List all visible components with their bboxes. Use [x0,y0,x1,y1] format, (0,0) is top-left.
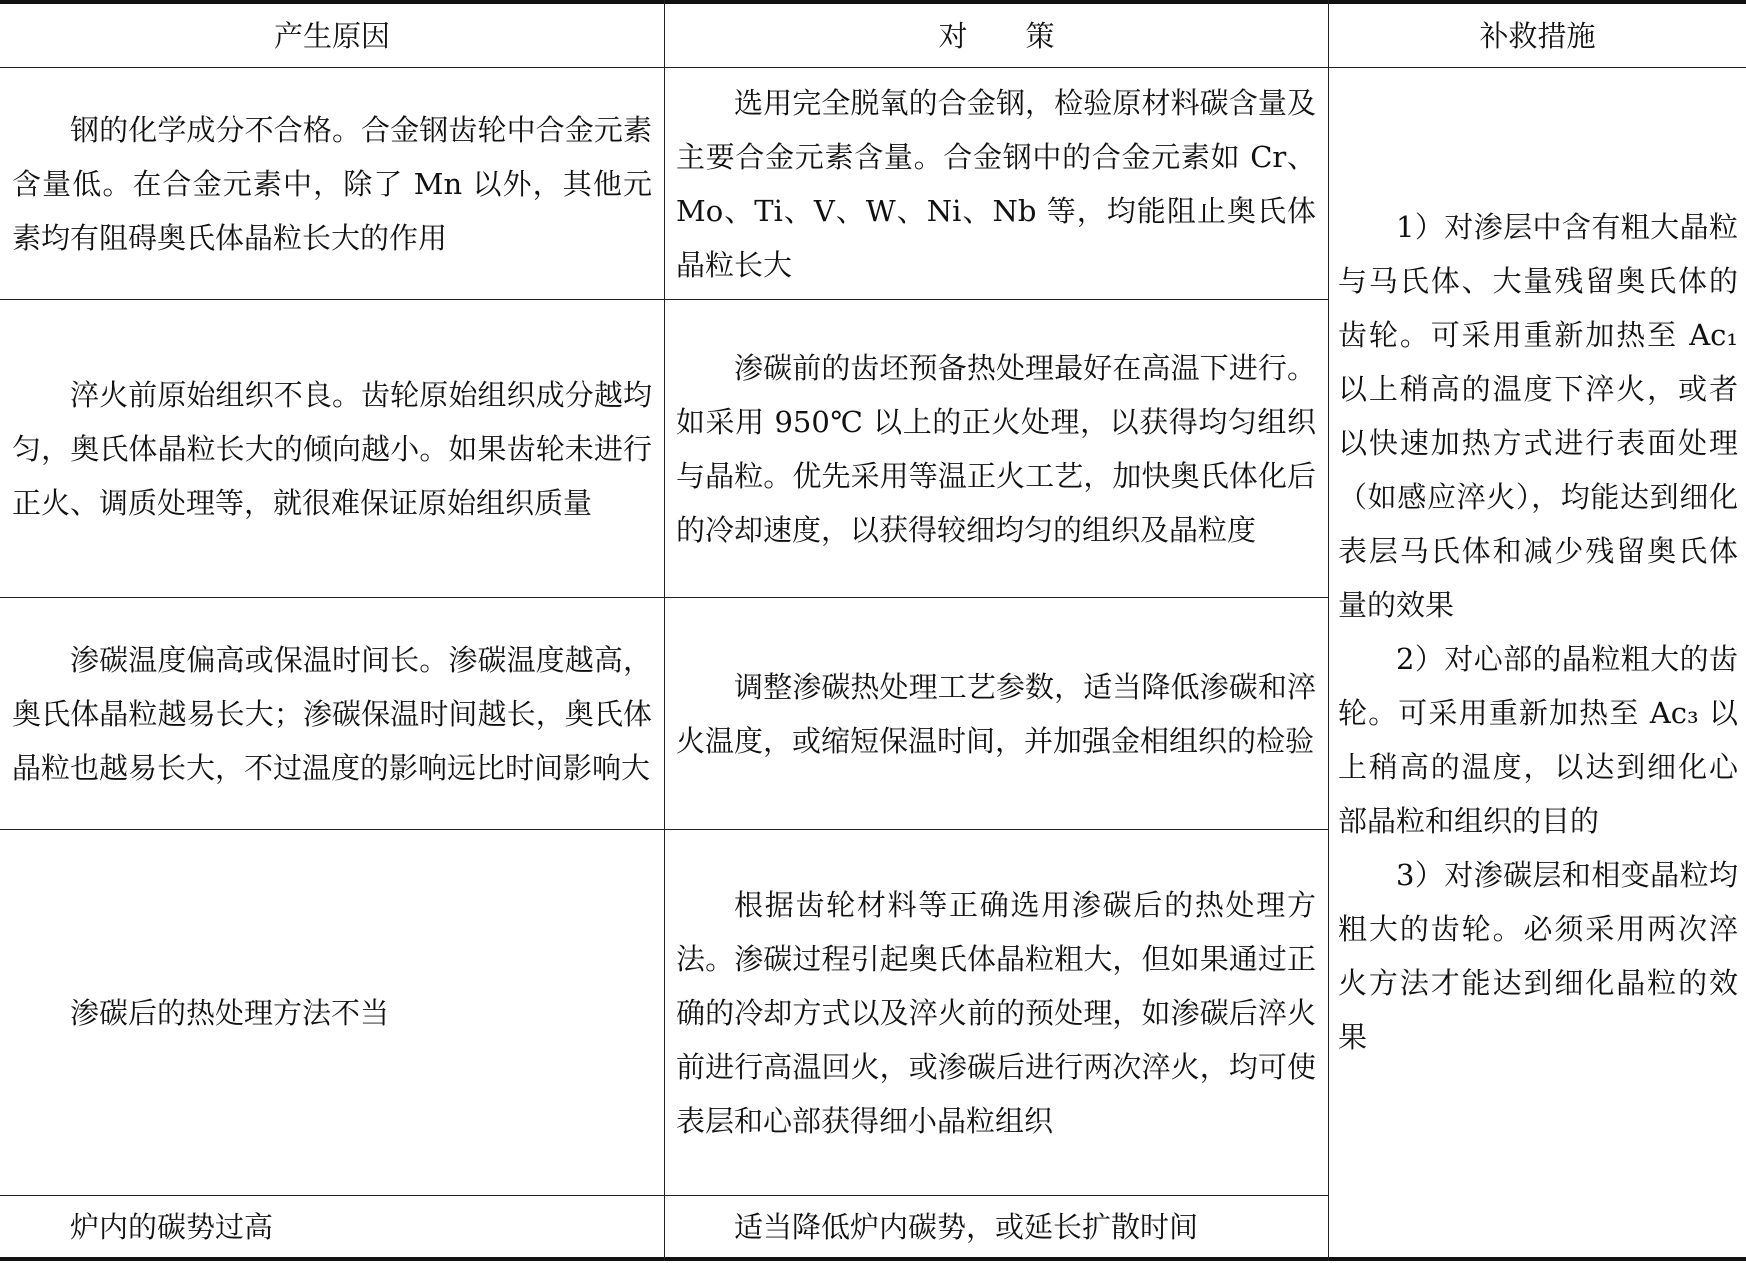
table-row-2-measure [676,300,1316,597]
table-bottom-rule [0,1257,1746,1261]
remedy-item-3: 3）对渗碳层和相变晶粒均粗大的齿轮。必须采用两次淬火方法才能达到细化晶粒的效果 [1338,857,1738,1054]
header-remedy-label: 补救措施 [1479,18,1596,53]
table-row-5-cause [12,1196,652,1257]
cell-text: 调整渗碳热处理工艺参数，适当降低渗碳和淬火温度，或缩短保温时间，并加强金相组织的检验 [676,669,1316,758]
table-row-1-measure [676,68,1316,299]
cell-text: 根据齿轮材料等正确选用渗碳后的热处理方法。渗碳过程引起奥氏体晶粒粗大，但如果通过正确的冷却方式以及淬火前的预处理，如渗碳后淬火前进行高温回火，或渗碳后进行两次淬火，均可使表层和心部获得细小晶粒组织 [676,887,1316,1138]
cell-text: 渗碳后的热处理方法不当 [70,995,390,1030]
cell-text: 适当降低炉内碳势，或延长扩散时间 [734,1209,1199,1244]
cell-text: 钢的化学成分不合格。合金钢齿轮中合金元素含量低。在合金元素中，除了 Mn 以外，其他元素均有阻碍奥氏体晶粒长大的作用 [12,112,652,255]
table-row-5-measure [676,1196,1316,1257]
header-measure-label: 对 策 [938,18,1055,53]
header-measure [665,4,1328,67]
remedy-item-1: 1）对渗层中含有粗大晶粒与马氏体、大量残留奥氏体的齿轮。可采用重新加热至 Ac₁ 以上稍高的温度下淬火，或者以快速加热方式进行表面处理（如感应淬火），均能达到细化表层马氏体和减少残留奥氏体量的效果 [1338,209,1738,622]
table-row-2-cause [12,300,652,597]
table-row-4-cause [12,830,652,1195]
cell-text: 渗碳前的齿坯预备热处理最好在高温下进行。如采用 950℃ 以上的正火处理，以获得均匀组织与晶粒。优先采用等温正火工艺，加快奥氏体化后的冷却速度，以获得较细均匀的组织及晶粒度 [676,350,1316,547]
table-row-1-cause [12,68,652,299]
header-remedy [1329,4,1746,67]
cell-text: 炉内的碳势过高 [70,1209,274,1244]
cell-text: 淬火前原始组织不良。齿轮原始组织成分越均匀，奥氏体晶粒长大的倾向越小。如果齿轮未进行正火、调质处理等，就很难保证原始组织质量 [12,377,652,520]
table-row-4-measure [676,830,1316,1195]
cell-text: 渗碳温度偏高或保温时间长。渗碳温度越高，奥氏体晶粒越易长大；渗碳保温时间越长，奥氏体晶粒也越易长大，不过温度的影响远比时间影响大 [12,642,652,785]
cell-text: 选用完全脱氧的合金钢，检验原材料碳含量及主要合金元素含量。合金钢中的合金元素如 Cr、Mo、Ti、V、W、Ni、Nb 等，均能阻止奥氏体晶粒长大 [676,85,1316,282]
column-divider [664,0,665,1261]
column-divider [1328,0,1329,1261]
header-cause [0,4,664,67]
header-cause-label: 产生原因 [273,18,390,53]
table-row-3-measure [676,598,1316,829]
table-row-3-cause [12,598,652,829]
remedy-cell [1338,68,1738,1195]
remedy-item-2: 2）对心部的晶粒粗大的齿轮。可采用重新加热至 Ac₃ 以上稍高的温度，以达到细化心部晶粒和组织的目的 [1338,641,1738,838]
